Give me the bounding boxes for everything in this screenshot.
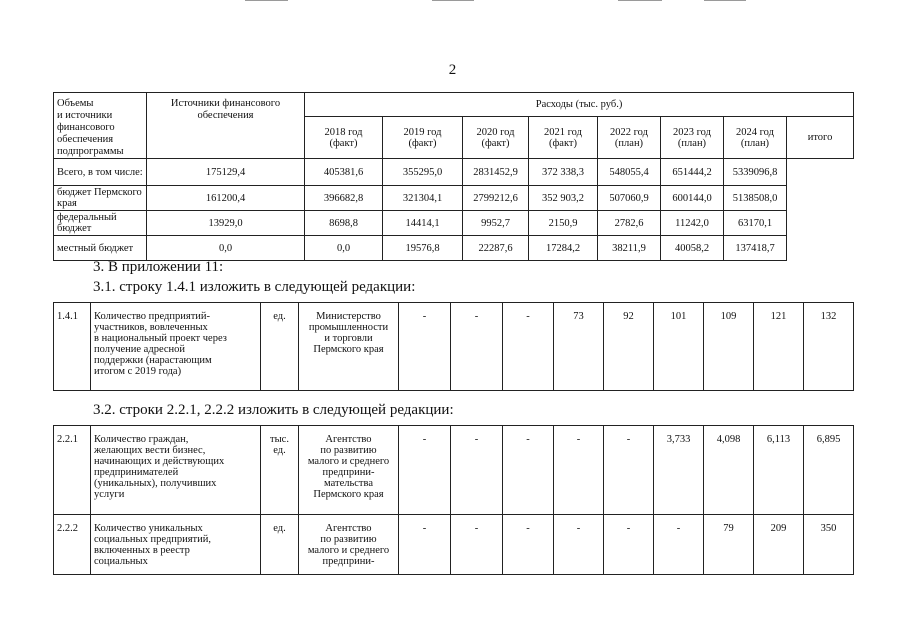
section-heading: 3. В приложении 11:	[93, 259, 224, 275]
value-cell: 13929,0	[147, 211, 305, 236]
value-cell: -	[399, 515, 451, 575]
value-cell: -	[554, 426, 604, 515]
value-cell: 22287,6	[463, 236, 529, 261]
value-cell: 17284,2	[529, 236, 598, 261]
value-cell: 2831452,9	[463, 159, 529, 186]
value-cell: -	[654, 515, 704, 575]
value-cell: -	[604, 426, 654, 515]
value-cell: -	[399, 303, 451, 391]
table-row	[54, 303, 854, 391]
value-cell: 137418,7	[724, 236, 787, 261]
table-row	[54, 515, 854, 575]
value-cell: 40058,2	[661, 236, 724, 261]
value-cell: 355295,0	[383, 159, 463, 186]
value-cell: -	[503, 303, 554, 391]
agency-cell: Агентство по развитию малого и среднего предприни-	[299, 515, 399, 575]
value-cell: -	[604, 515, 654, 575]
value-cell: 109	[704, 303, 754, 391]
value-cell: -	[503, 515, 554, 575]
value-cell: 9952,7	[463, 211, 529, 236]
top-rule	[245, 0, 288, 1]
source-cell: Всего, в том числе:	[54, 159, 147, 186]
value-cell: 63170,1	[724, 211, 787, 236]
value-cell: 161200,4	[147, 186, 305, 211]
value-cell: 11242,0	[661, 211, 724, 236]
unit-cell: ед.	[261, 515, 299, 575]
row-code: 1.4.1	[54, 303, 91, 391]
value-cell: 101	[654, 303, 704, 391]
row-code: 2.2.1	[54, 426, 91, 515]
value-cell: 5339096,8	[724, 159, 787, 186]
top-rule	[432, 0, 474, 1]
value-cell: 3,733	[654, 426, 704, 515]
value-cell: 5138508,0	[724, 186, 787, 211]
value-cell: 209	[754, 515, 804, 575]
table-row	[54, 159, 854, 186]
unit-cell: тыс. ед.	[261, 426, 299, 515]
table-row	[54, 426, 854, 515]
year-header: 2020 год (факт)	[463, 117, 529, 159]
indicator-table-1	[53, 302, 854, 391]
top-rule	[618, 0, 662, 1]
table-row	[54, 236, 854, 261]
year-header: 2021 год (факт)	[529, 117, 598, 159]
year-header: 2018 год (факт)	[305, 117, 383, 159]
indicator-name: Количество уникальных социальных предприятий, включенных в реестр социальных	[91, 515, 261, 575]
value-cell: 4,098	[704, 426, 754, 515]
financing-table	[53, 92, 854, 261]
section-heading: 3.1. строку 1.4.1 изложить в следующей редакции:	[93, 279, 416, 295]
year-header: 2023 год (план)	[661, 117, 724, 159]
sources-header: Источники финансового обеспечения	[147, 93, 305, 159]
section-heading: 3.2. строки 2.2.1, 2.2.2 изложить в следующей редакции:	[93, 402, 454, 418]
unit-cell: ед.	[261, 303, 299, 391]
table-row	[54, 186, 854, 211]
value-cell: 396682,8	[305, 186, 383, 211]
value-cell: -	[451, 303, 503, 391]
value-cell: 0,0	[305, 236, 383, 261]
value-cell: 92	[604, 303, 654, 391]
value-cell: 79	[704, 515, 754, 575]
year-header: 2024 год (план)	[724, 117, 787, 159]
value-cell: 405381,6	[305, 159, 383, 186]
table-row	[54, 211, 854, 236]
source-cell: бюджет Пермского края	[54, 186, 147, 211]
agency-cell: Агентство по развитию малого и среднего предприни- мательства Пермского края	[299, 426, 399, 515]
value-cell: 507060,9	[598, 186, 661, 211]
value-cell: 600144,0	[661, 186, 724, 211]
expenses-header: Расходы (тыс. руб.)	[305, 93, 854, 117]
value-cell: 6,113	[754, 426, 804, 515]
value-cell: 548055,4	[598, 159, 661, 186]
value-cell: 372 338,3	[529, 159, 598, 186]
value-cell: 19576,8	[383, 236, 463, 261]
value-cell: 6,895	[804, 426, 854, 515]
row-code: 2.2.2	[54, 515, 91, 575]
value-cell: -	[451, 515, 503, 575]
value-cell: 651444,2	[661, 159, 724, 186]
source-cell: местный бюджет	[54, 236, 147, 261]
value-cell: 8698,8	[305, 211, 383, 236]
value-cell: 38211,9	[598, 236, 661, 261]
value-cell: 132	[804, 303, 854, 391]
top-rule	[704, 0, 746, 1]
source-cell: федеральный бюджет	[54, 211, 147, 236]
value-cell: 0,0	[147, 236, 305, 261]
page-number: 2	[448, 62, 457, 78]
year-header: 2019 год (факт)	[383, 117, 463, 159]
value-cell: -	[503, 426, 554, 515]
year-header: итого	[787, 117, 854, 159]
value-cell: 2799212,6	[463, 186, 529, 211]
value-cell: 175129,4	[147, 159, 305, 186]
value-cell: 2782,6	[598, 211, 661, 236]
agency-cell: Министерство промышленности и торговли Пермского края	[299, 303, 399, 391]
value-cell: 73	[554, 303, 604, 391]
indicator-name: Количество предприятий- участников, вовлеченных в национальный проект через получение адресной поддержки (нарастающим итогом с 2019 года)	[91, 303, 261, 391]
value-cell: 321304,1	[383, 186, 463, 211]
year-header: 2022 год (план)	[598, 117, 661, 159]
value-cell: 14414,1	[383, 211, 463, 236]
value-cell: -	[554, 515, 604, 575]
value-cell: -	[399, 426, 451, 515]
indicator-table-2	[53, 425, 854, 575]
value-cell: 2150,9	[529, 211, 598, 236]
volume-header: Объемы и источники финансового обеспечения подпрограммы	[54, 93, 147, 159]
value-cell: 352 903,2	[529, 186, 598, 211]
value-cell: -	[451, 426, 503, 515]
value-cell: 350	[804, 515, 854, 575]
value-cell: 121	[754, 303, 804, 391]
indicator-name: Количество граждан, желающих вести бизнес, начинающих и действующих предпринимателей (уникальных), получивших услуги	[91, 426, 261, 515]
